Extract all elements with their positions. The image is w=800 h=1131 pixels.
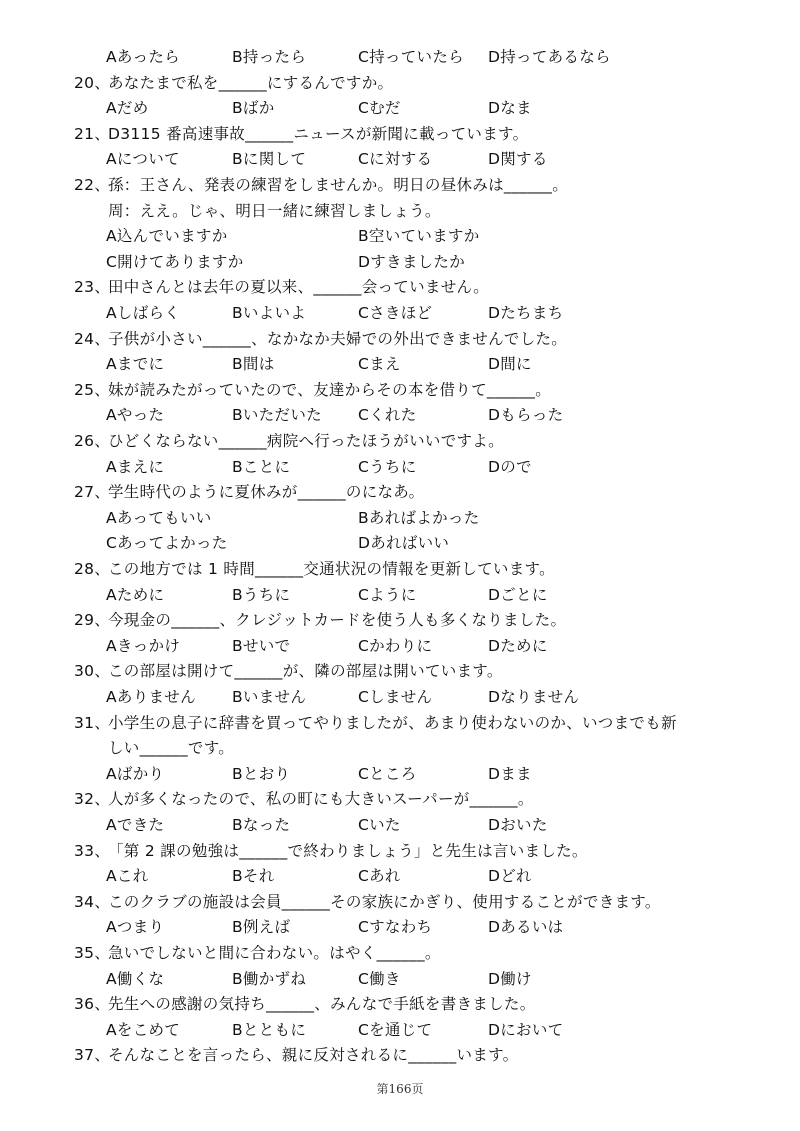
option-d: Dたちまち bbox=[488, 304, 564, 322]
option-d: Dもらった bbox=[488, 406, 564, 424]
option-d: D関する bbox=[488, 150, 548, 168]
question-text: あなたまで私を______にするんですか。 bbox=[108, 74, 394, 92]
option-d: Dどれ bbox=[488, 867, 532, 885]
option-d: Dなま bbox=[488, 99, 532, 117]
options-row bbox=[0, 582, 800, 608]
option-d: Dおいた bbox=[488, 816, 548, 834]
question-text: 孫：王さん、発表の練習をしませんか。明日の昼休みは______。 bbox=[108, 176, 569, 194]
options-row bbox=[0, 351, 800, 377]
option-d: Dあるいは bbox=[488, 918, 564, 936]
question-row bbox=[0, 838, 800, 864]
option-b: Bばか bbox=[232, 99, 275, 117]
option-b: Bとおり bbox=[232, 765, 291, 783]
option-b: Bあればよかった bbox=[358, 509, 480, 527]
question-row bbox=[0, 1042, 800, 1068]
question-text: 学生時代のように夏休みが______のになあ。 bbox=[108, 483, 425, 501]
page-number: 第166页 bbox=[376, 1082, 424, 1096]
question-number: 28、 bbox=[74, 560, 111, 578]
question-row bbox=[0, 172, 800, 198]
options-row bbox=[0, 95, 800, 121]
question-text: 小学生の息子に辞書を買ってやりましたが、あまり使わないのか、いつまでも新 bbox=[108, 714, 677, 732]
question-text: 人が多くなったので、私の町にも大きいスーパーが______。 bbox=[108, 790, 534, 808]
question-row bbox=[0, 326, 800, 352]
option-a: Aありません bbox=[106, 688, 196, 706]
options-row bbox=[0, 454, 800, 480]
question-text: そんなことを言ったら、親に反対されるに______います。 bbox=[108, 1046, 519, 1064]
question-row bbox=[0, 479, 800, 505]
option-d: Dために bbox=[488, 637, 548, 655]
option-b: B空いていますか bbox=[358, 227, 480, 245]
option-a: Aをこめて bbox=[106, 1021, 181, 1039]
option-a: Aこれ bbox=[106, 867, 149, 885]
question-number: 29、 bbox=[74, 611, 111, 629]
question-number: 21、 bbox=[74, 125, 111, 143]
option-b: B例えば bbox=[232, 918, 291, 936]
option-c: Cいた bbox=[358, 816, 401, 834]
question-row bbox=[0, 786, 800, 812]
option-d: Dまま bbox=[488, 765, 532, 783]
question-row bbox=[0, 428, 800, 454]
question-row bbox=[0, 556, 800, 582]
question-number: 27、 bbox=[74, 483, 111, 501]
option-b: Bとともに bbox=[232, 1021, 307, 1039]
option-b: B働かずね bbox=[232, 970, 307, 988]
option-b: B持ったら bbox=[232, 48, 307, 66]
question-text: 先生への感謝の気持ち______、みんなで手紙を書きました。 bbox=[108, 995, 536, 1013]
option-a: Aしばらく bbox=[106, 304, 181, 322]
option-c: Cまえ bbox=[358, 355, 401, 373]
question-continuation bbox=[0, 198, 800, 224]
question-row bbox=[0, 377, 800, 403]
option-b: Bことに bbox=[232, 458, 291, 476]
option-c: Cあってよかった bbox=[106, 534, 228, 552]
options-row bbox=[0, 146, 800, 172]
option-a: A働くな bbox=[106, 970, 165, 988]
option-c: Cしません bbox=[358, 688, 433, 706]
option-d: Dすきましたか bbox=[358, 253, 466, 271]
question-text: 妹が読みたがっていたので、友達からその本を借りて______。 bbox=[108, 381, 551, 399]
question-number: 24、 bbox=[74, 330, 111, 348]
option-a: Aあってもいい bbox=[106, 509, 212, 527]
question-row bbox=[0, 274, 800, 300]
options-row bbox=[0, 1017, 800, 1043]
question-number: 34、 bbox=[74, 893, 111, 911]
question-number: 20、 bbox=[74, 74, 111, 92]
option-b: Bいよいよ bbox=[232, 304, 307, 322]
options-row bbox=[0, 761, 800, 787]
question-number: 30、 bbox=[74, 662, 111, 680]
option-c: Cすなわち bbox=[358, 918, 433, 936]
question-text: ひどくならない______病院へ行ったほうがいいですよ。 bbox=[108, 432, 504, 450]
option-c: Cに対する bbox=[358, 150, 433, 168]
question-text: 今現金の______、クレジットカードを使う人も多くなりました。 bbox=[108, 611, 567, 629]
option-c: Cかわりに bbox=[358, 637, 433, 655]
option-c: Cうちに bbox=[358, 458, 417, 476]
question-text-continued: しい______です。 bbox=[108, 739, 235, 757]
option-c: Cあれ bbox=[358, 867, 401, 885]
option-a: Aあったら bbox=[106, 48, 180, 66]
question-row bbox=[0, 607, 800, 633]
option-a: Aについて bbox=[106, 150, 180, 168]
question-text: 「第 2 課の勉強は______で終わりましょう」と先生は言いました。 bbox=[108, 842, 588, 860]
option-c: C開けてありますか bbox=[106, 253, 244, 271]
question-number: 32、 bbox=[74, 790, 111, 808]
question-number: 36、 bbox=[74, 995, 111, 1013]
question-text: D3115 番高速事故______ニュースが新聞に載っています。 bbox=[108, 125, 529, 143]
option-b: Bいただいた bbox=[232, 406, 322, 424]
option-c: Cさきほど bbox=[358, 304, 433, 322]
options-row bbox=[0, 530, 800, 556]
question-row bbox=[0, 121, 800, 147]
options-row bbox=[0, 633, 800, 659]
options-row bbox=[0, 863, 800, 889]
option-b: Bせいで bbox=[232, 637, 291, 655]
option-c: Cように bbox=[358, 586, 417, 604]
option-a: Aまでに bbox=[106, 355, 165, 373]
question-number: 33、 bbox=[74, 842, 111, 860]
question-text: 田中さんとは去年の夏以来、______会っていません。 bbox=[108, 278, 490, 296]
option-d: Dにおいて bbox=[488, 1021, 564, 1039]
question-row bbox=[0, 889, 800, 915]
option-a: Aつまり bbox=[106, 918, 165, 936]
option-b: B間は bbox=[232, 355, 275, 373]
question-number: 25、 bbox=[74, 381, 111, 399]
option-b: Bうちに bbox=[232, 586, 291, 604]
option-a: Aばかり bbox=[106, 765, 165, 783]
option-c: Cむだ bbox=[358, 99, 401, 117]
question-row bbox=[0, 991, 800, 1017]
option-b: Bそれ bbox=[232, 867, 275, 885]
question-number: 23、 bbox=[74, 278, 111, 296]
option-a: Aために bbox=[106, 586, 165, 604]
question-number: 22、 bbox=[74, 176, 111, 194]
question-text: 急いでしないと間に合わない。はやく______。 bbox=[108, 944, 441, 962]
options-row bbox=[0, 812, 800, 838]
option-a: Aまえに bbox=[106, 458, 165, 476]
option-b: Bいません bbox=[232, 688, 307, 706]
option-a: A込んでいますか bbox=[106, 227, 228, 245]
options-row bbox=[0, 223, 800, 249]
options-row bbox=[0, 249, 800, 275]
question-text: 子供が小さい______、なかなか夫婦での外出できませんでした。 bbox=[108, 330, 568, 348]
options-row bbox=[0, 44, 800, 70]
question-text-continued: 周：ええ。じゃ、明日一緒に練習しましょう。 bbox=[108, 202, 441, 220]
option-c: Cくれた bbox=[358, 406, 417, 424]
option-c: C持っていたら bbox=[358, 48, 464, 66]
option-b: Bなった bbox=[232, 816, 291, 834]
option-d: Dあればいい bbox=[358, 534, 450, 552]
question-text: この地方では 1 時間______交通状況の情報を更新しています。 bbox=[108, 560, 555, 578]
question-text: この部屋は開けて______が、隣の部屋は開いています。 bbox=[108, 662, 503, 680]
options-row bbox=[0, 402, 800, 428]
option-a: Aやった bbox=[106, 406, 165, 424]
option-c: C働き bbox=[358, 970, 401, 988]
options-row bbox=[0, 966, 800, 992]
question-number: 37、 bbox=[74, 1046, 111, 1064]
option-d: D働け bbox=[488, 970, 532, 988]
option-d: Dごとに bbox=[488, 586, 548, 604]
option-a: Aだめ bbox=[106, 99, 149, 117]
question-continuation bbox=[0, 735, 800, 761]
option-d: D間に bbox=[488, 355, 532, 373]
option-c: Cを通じて bbox=[358, 1021, 433, 1039]
options-row bbox=[0, 914, 800, 940]
question-row bbox=[0, 940, 800, 966]
option-a: Aきっかけ bbox=[106, 637, 181, 655]
option-d: Dので bbox=[488, 458, 532, 476]
option-a: Aできた bbox=[106, 816, 165, 834]
question-text: このクラブの施設は会員______その家族にかぎり、使用することができます。 bbox=[108, 893, 661, 911]
option-c: Cところ bbox=[358, 765, 417, 783]
question-number: 31、 bbox=[74, 714, 111, 732]
options-row bbox=[0, 684, 800, 710]
question-number: 26、 bbox=[74, 432, 111, 450]
question-row bbox=[0, 710, 800, 736]
options-row bbox=[0, 300, 800, 326]
option-b: Bに関して bbox=[232, 150, 307, 168]
question-number: 35、 bbox=[74, 944, 111, 962]
question-row bbox=[0, 70, 800, 96]
option-d: Dなりません bbox=[488, 688, 580, 706]
question-row bbox=[0, 658, 800, 684]
option-d: D持ってあるなら bbox=[488, 48, 611, 66]
options-row bbox=[0, 505, 800, 531]
